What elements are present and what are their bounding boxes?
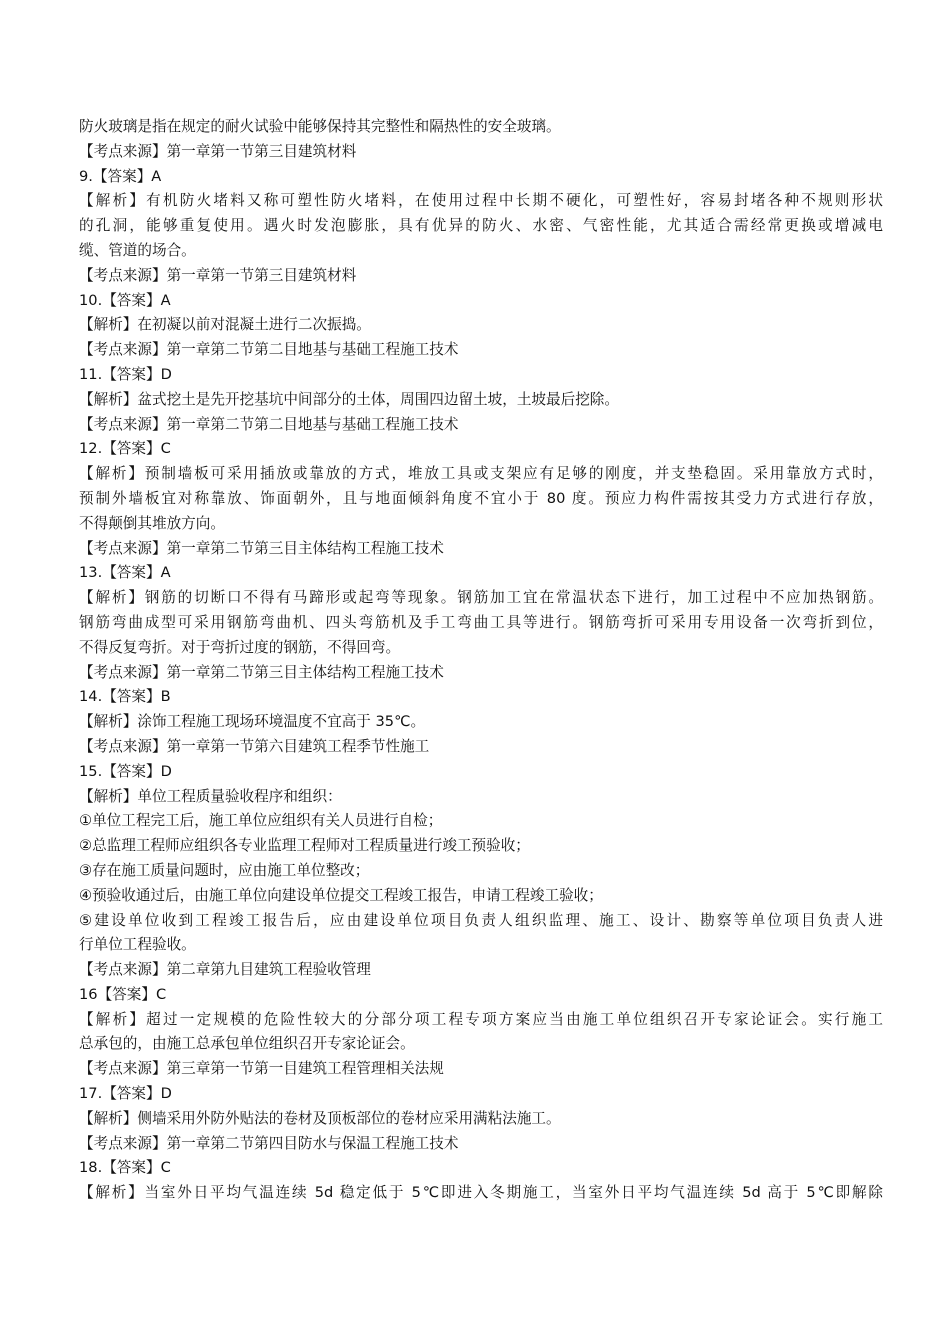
text-line: 【考点来源】第一章第一节第三目建筑材料 bbox=[79, 142, 357, 160]
text-line: 【解析】有机防火堵料又称可塑性防火堵料，在使用过程中长期不硬化，可塑性好，容易封堵各种不规则形状 bbox=[79, 192, 883, 210]
text-line: 【考点来源】第一章第一节第六目建筑工程季节性施工 bbox=[79, 737, 430, 755]
text-line: 12.【答案】C bbox=[79, 440, 171, 458]
text-line: ③存在施工质量问题时，应由施工单位整改； bbox=[79, 861, 370, 879]
text-line: ①单位工程完工后，施工单位应组织有关人员进行自检； bbox=[79, 812, 443, 830]
text-line: ⑤建设单位收到工程竣工报告后，应由建设单位项目负责人组织监理、施工、设计、勘察等单位项目负责人进 bbox=[79, 911, 883, 929]
text-line: 【解析】单位工程质量验收程序和组织： bbox=[79, 787, 342, 805]
text-line: 17.【答案】D bbox=[79, 1085, 172, 1103]
text-line: 行单位工程验收。 bbox=[79, 936, 196, 954]
document-page bbox=[79, 115, 883, 1206]
text-line: 15.【答案】D bbox=[79, 762, 172, 780]
text-line: 缆、管道的场合。 bbox=[79, 241, 196, 259]
text-line: 11.【答案】D bbox=[79, 365, 172, 383]
text-line: 【解析】当室外日平均气温连续 5d 稳定低于 5℃即进入冬期施工，当室外日平均气温连续 5d 高于 5℃即解除 bbox=[79, 1184, 883, 1202]
text-line: 10.【答案】A bbox=[79, 291, 171, 309]
text-line: 【解析】预制墙板可采用插放或靠放的方式，堆放工具或支架应有足够的刚度，并支垫稳固。采用靠放方式时， bbox=[79, 465, 883, 483]
text-line: ④预验收通过后，由施工单位向建设单位提交工程竣工报告，申请工程竣工验收； bbox=[79, 886, 603, 904]
text-line: 【考点来源】第一章第二节第四目防水与保温工程施工技术 bbox=[79, 1134, 459, 1152]
text-line: 【解析】钢筋的切断口不得有马蹄形或起弯等现象。钢筋加工宜在常温状态下进行，加工过程中不应加热钢筋。 bbox=[79, 589, 883, 607]
text-line: 不得颠倒其堆放方向。 bbox=[79, 514, 225, 532]
text-line: 【解析】涂饰工程施工现场环境温度不宜高于 35℃。 bbox=[79, 713, 426, 731]
text-line: 防火玻璃是指在规定的耐火试验中能够保持其完整性和隔热性的安全玻璃。 bbox=[79, 118, 561, 135]
text-line: 9.【答案】A bbox=[79, 167, 162, 185]
text-line: 不得反复弯折。对于弯折过度的钢筋，不得回弯。 bbox=[79, 638, 401, 656]
text-line: 【解析】盆式挖土是先开挖基坑中间部分的土体，周围四边留土坡，土坡最后挖除。 bbox=[79, 390, 619, 408]
text-line: 【考点来源】第一章第一节第三目建筑材料 bbox=[79, 266, 357, 284]
text-line: 【考点来源】第三章第一节第一目建筑工程管理相关法规 bbox=[79, 1060, 444, 1078]
text-line: 【考点来源】第一章第二节第二目地基与基础工程施工技术 bbox=[79, 341, 459, 359]
text-line: 总承包的，由施工总承包单位组织召开专家论证会。 bbox=[79, 1035, 415, 1053]
text-line: 钢筋弯曲成型可采用钢筋弯曲机、四头弯筋机及手工弯曲工具等进行。钢筋弯折可采用专用设备一次弯折到位， bbox=[79, 613, 883, 631]
text-line: 的孔洞，能够重复使用。遇火时发泡膨胀，具有优异的防火、水密、气密性能，尤其适合需经常更换或增减电 bbox=[79, 217, 883, 235]
text-line: 【考点来源】第一章第二节第三目主体结构工程施工技术 bbox=[79, 539, 444, 557]
text-line: 【解析】超过一定规模的危险性较大的分部分项工程专项方案应当由施工单位组织召开专家论证会。实行施工 bbox=[79, 1010, 883, 1028]
text-line: 预制外墙板宜对称靠放、饰面朝外，且与地面倾斜角度不宜小于 80 度。预应力构件需按其受力方式进行存放， bbox=[79, 489, 883, 507]
text-line: 18.【答案】C bbox=[79, 1159, 171, 1177]
text-line: 【考点来源】第二章第九目建筑工程验收管理 bbox=[79, 961, 371, 979]
text-line: 【考点来源】第一章第二节第三目主体结构工程施工技术 bbox=[79, 663, 444, 681]
text-line: 13.【答案】A bbox=[79, 564, 171, 582]
text-line: 【考点来源】第一章第二节第二目地基与基础工程施工技术 bbox=[79, 415, 459, 433]
text-line: 【解析】侧墙采用外防外贴法的卷材及顶板部位的卷材应采用满粘法施工。 bbox=[79, 1109, 561, 1127]
text-line: 16【答案】C bbox=[79, 985, 167, 1003]
text-line: 【解析】在初凝以前对混凝土进行二次振捣。 bbox=[79, 316, 371, 334]
text-line: 14.【答案】B bbox=[79, 688, 171, 706]
text-line: ②总监理工程师应组织各专业监理工程师对工程质量进行竣工预验收； bbox=[79, 837, 530, 855]
